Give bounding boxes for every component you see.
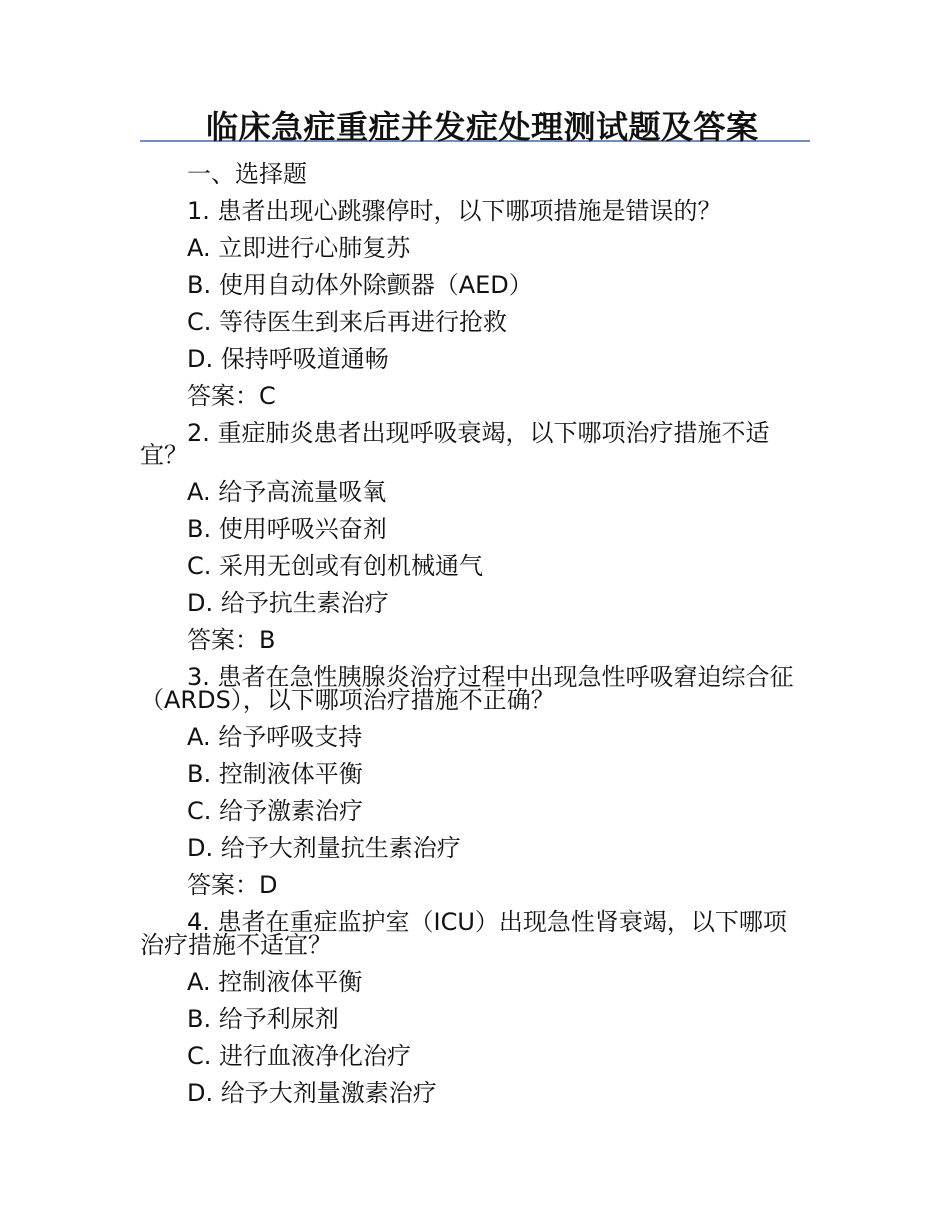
question-3-option-d: D. 给予大剂量抗生素治疗 (187, 834, 461, 862)
question-4-option-d: D. 给予大剂量激素治疗 (187, 1079, 437, 1107)
document-title-text: 临床急症重症并发症处理测试题及答案 (206, 108, 759, 146)
question-2-option-a: A. 给予高流量吸氧 (187, 478, 387, 506)
question-4-option-b: B. 给予利尿剂 (187, 1005, 339, 1033)
question-3-option-c: C. 给予激素治疗 (187, 797, 364, 825)
question-4-text-line1: 4. 患者在重症监护室（ICU）出现急性肾衰竭，以下哪项 (187, 908, 787, 936)
question-2-option-d: D. 给予抗生素治疗 (187, 589, 389, 617)
question-2-option-b: B. 使用呼吸兴奋剂 (187, 515, 387, 543)
question-1-answer: 答案：C (187, 382, 276, 410)
question-4-option-c: C. 进行血液净化治疗 (187, 1042, 412, 1070)
question-3-option-a: A. 给予呼吸支持 (187, 723, 363, 751)
question-1-option-a: A. 立即进行心肺复苏 (187, 234, 411, 262)
question-1-option-d: D. 保持呼吸道通畅 (187, 345, 389, 373)
question-3-text-line2: （ARDS），以下哪项治疗措施不正确？ (140, 686, 555, 714)
question-1-option-b: B. 使用自动体外除颤器（AED） (187, 271, 533, 299)
section-heading: 一、选择题 (187, 160, 307, 188)
document-title (140, 100, 810, 146)
question-2-text-line1: 2. 重症肺炎患者出现呼吸衰竭，以下哪项治疗措施不适 (187, 419, 770, 447)
question-1-text: 1. 患者出现心跳骤停时，以下哪项措施是错误的？ (187, 197, 722, 225)
question-2-option-c: C. 采用无创或有创机械通气 (187, 552, 484, 580)
question-4-text-line2: 治疗措施不适宜？ (140, 931, 332, 959)
question-1-option-c: C. 等待医生到来后再进行抢救 (187, 308, 508, 336)
question-3-answer: 答案：D (187, 871, 278, 899)
question-4-option-a: A. 控制液体平衡 (187, 968, 363, 996)
question-3-option-b: B. 控制液体平衡 (187, 760, 363, 788)
question-2-text-line2: 宜？ (140, 441, 188, 469)
question-2-answer: 答案：B (187, 626, 276, 654)
question-3-text-line1: 3. 患者在急性胰腺炎治疗过程中出现急性呼吸窘迫综合征 (187, 663, 794, 691)
